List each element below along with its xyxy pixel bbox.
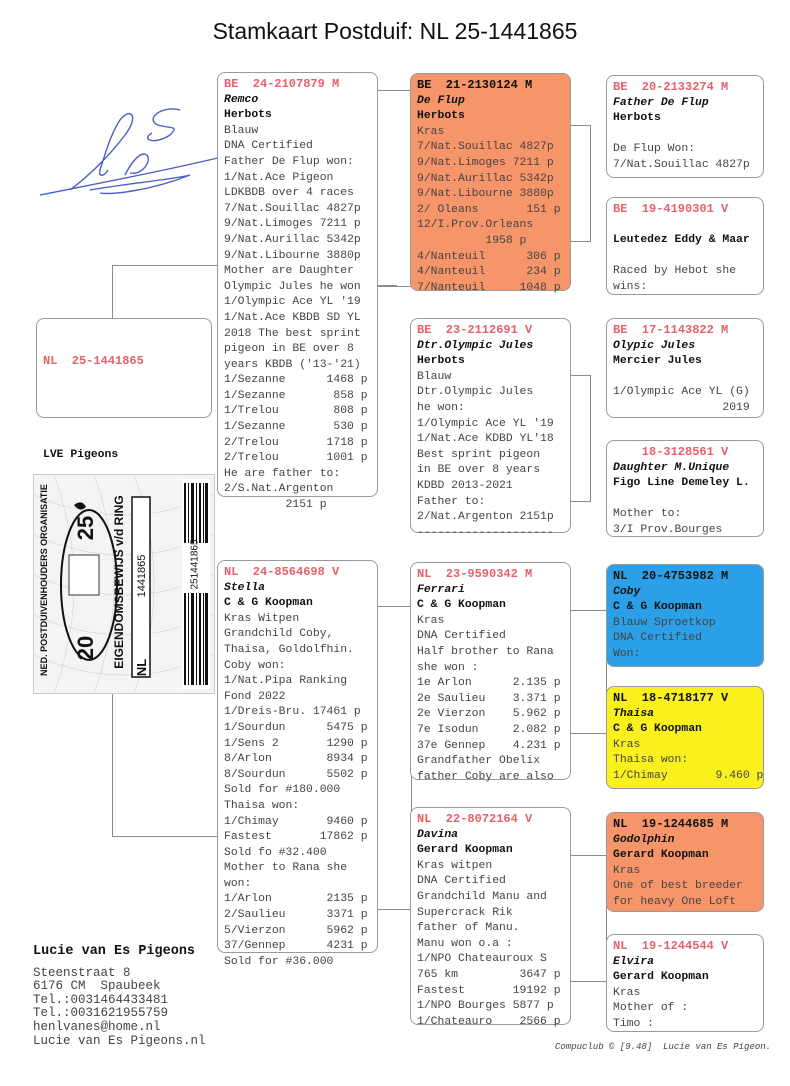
- ring-certificate: [33, 474, 215, 694]
- ring-number: BE 17-1143822 M: [613, 323, 729, 337]
- detail-line: 1958 p: [417, 234, 527, 247]
- detail-line: [613, 127, 763, 143]
- detail-line: Fond 2022: [224, 690, 286, 703]
- detail-line: Thaisa won:: [224, 799, 300, 812]
- detail-line: 1e Arlon 2.135 p: [417, 677, 561, 690]
- detail-line: Mother to Rana she: [224, 862, 348, 875]
- pigeon-card-ff-father[interactable]: [606, 75, 764, 178]
- detail-line: 8/Sourdun 5502 p: [224, 768, 368, 781]
- ring-number: NL 20-4753982 M: [613, 569, 729, 583]
- owner-name: LVE Pigeons: [43, 448, 119, 461]
- detail-line: Blauw: [224, 124, 259, 137]
- detail-line: for heavy One Loft: [613, 895, 737, 908]
- pigeon-card-mother-father[interactable]: [410, 562, 571, 783]
- pigeon-name: Father De Flup: [613, 96, 709, 109]
- detail-line: Thaisa, Goldolfhin.: [224, 643, 354, 656]
- detail-line: 8/Arlon 8934 p: [224, 753, 368, 766]
- ring-number: 18-3128561 V: [613, 445, 729, 459]
- detail-line: Grandchild Coby,: [224, 628, 334, 641]
- pigeon-card-mother[interactable]: [217, 560, 378, 968]
- detail-line: DNA Certified: [417, 630, 506, 643]
- detail-line: Sold for #180.000: [224, 784, 341, 797]
- connector-line: [377, 285, 397, 286]
- pigeon-name: Thaisa: [613, 707, 655, 720]
- detail-line: KDBD 2013-2021: [417, 479, 513, 492]
- detail-line: 1/NPO Chateauroux S: [417, 953, 547, 966]
- owner-name: Mercier Jules: [613, 355, 702, 368]
- connector-line: [377, 90, 412, 287]
- detail-line: 9/Nat.Aurillac 5342p: [224, 233, 361, 246]
- detail-line: 2/Saulieu 3371 p: [224, 909, 368, 922]
- pigeon-name: Godolphin: [613, 833, 675, 846]
- connector-line: [570, 855, 607, 982]
- detail-line: Timo :: [613, 1017, 655, 1030]
- owner-name: C & G Koopman: [613, 601, 702, 614]
- ring-year-right: 25: [73, 515, 99, 541]
- breeder-postcode: 6176 CM Spaubeek: [33, 979, 161, 994]
- pigeon-name: Ferrari: [417, 583, 465, 596]
- detail-line: [613, 370, 763, 386]
- pigeon-name: Olypic Jules: [613, 339, 696, 352]
- detail-line: won:: [224, 877, 252, 890]
- pigeon-name: Coby: [613, 585, 641, 598]
- detail-line: DNA Certified: [613, 632, 702, 645]
- detail-line: 2e Vierzon 5.962 p: [417, 708, 561, 721]
- owner-name: Herbots: [224, 109, 272, 122]
- detail-line: Kras: [613, 864, 641, 877]
- connector-line: [112, 265, 218, 318]
- detail-line: 7/Nanteuil 1048 p: [417, 281, 561, 294]
- detail-line: 765 km 3647 p: [417, 968, 561, 981]
- detail-line: 2/Trelou 1718 p: [224, 436, 368, 449]
- ring-number: BE 23-2112691 V: [417, 323, 533, 337]
- ring-year-left: 20: [73, 635, 99, 661]
- detail-line: 1/Sezanne 530 p: [224, 421, 368, 434]
- detail-line: 7/Nat.Souillac 4827p: [417, 141, 554, 154]
- pigeon-card-mm-father[interactable]: [606, 812, 764, 912]
- detail-line: 1/Nat.Ace KDBD YL'18: [417, 433, 554, 446]
- detail-line: 1/Nat.Ace KBDB SD YL: [224, 311, 361, 324]
- pigeon-name: Elvira: [613, 955, 655, 968]
- detail-line: 2019: [613, 401, 750, 414]
- detail-line: 1/Chateauro 2566 p: [417, 1015, 561, 1028]
- detail-line: 7/Nat.Souillac 4827p: [224, 202, 361, 215]
- detail-line: wins:: [613, 280, 648, 293]
- ring-number: NL 25-1441865: [43, 354, 144, 369]
- detail-line: Kras: [613, 738, 641, 751]
- detail-line: [613, 249, 763, 265]
- signature-image: [30, 95, 230, 205]
- detail-line: Sold for #36.000: [224, 955, 334, 968]
- breeder-website[interactable]: Lucie van Es Pigeons.nl: [33, 1033, 206, 1048]
- detail-line: 1/Trelou 808 p: [224, 405, 368, 418]
- detail-line: 1/Nat.Ace Pigeon: [224, 171, 334, 184]
- detail-line: Won:: [613, 647, 641, 660]
- detail-line: years KBDB ('13-'21): [224, 358, 361, 371]
- ring-number: BE 24-2107879 M: [224, 77, 340, 91]
- owner-name: Gerard Koopman: [613, 971, 709, 984]
- detail-line: Mother to:: [613, 508, 682, 521]
- detail-line: 1/Sezanne 858 p: [224, 389, 368, 402]
- detail-line: Manu won o.a :: [417, 937, 513, 950]
- detail-line: Thaisa won:: [613, 754, 689, 767]
- owner-name: Gerard Koopman: [417, 844, 513, 857]
- ring-number: BE 21-2130124 M: [417, 78, 533, 92]
- detail-line: Sold fo #32.400: [224, 846, 327, 859]
- pigeon-name: Stella: [224, 581, 266, 594]
- detail-line: Grandchild Manu and: [417, 890, 547, 903]
- detail-line: 7e Isodun 2.082 p: [417, 723, 561, 736]
- detail-line: Kras: [613, 986, 641, 999]
- detail-line: 2/Nat.Argenton 2151p: [417, 511, 554, 524]
- owner-name: Herbots: [417, 355, 465, 368]
- detail-line: Olympic Jules he won: [224, 280, 361, 293]
- detail-line: 7/Nat.Souillac 4827p: [613, 158, 750, 171]
- pigeon-card-father-mother[interactable]: [410, 318, 571, 539]
- ring-number: NL 22-8072164 V: [417, 812, 533, 826]
- detail-line: DNA Certified: [224, 140, 313, 153]
- detail-line: 3/I Prov.Bourges: [613, 523, 723, 536]
- detail-line: 12/I.Prov.Orleans: [417, 219, 534, 232]
- detail-line: Father to:: [417, 495, 486, 508]
- detail-line: 1/Sourdun 5475 p: [224, 721, 368, 734]
- owner-name: C & G Koopman: [224, 597, 313, 610]
- owner-name: Figo Line Demeley L.: [613, 477, 750, 490]
- connector-line: [377, 606, 412, 910]
- detail-line: she won :: [417, 661, 479, 674]
- detail-line: 37e Gennep 4.231 p: [417, 739, 561, 752]
- detail-line: Grandfather Obelix: [417, 755, 541, 768]
- detail-line: 1/NPO Bourges 5877 p: [417, 1000, 554, 1013]
- detail-line: pigeon in BE over 8: [224, 343, 354, 356]
- ring-number: NL 19-1244544 V: [613, 939, 729, 953]
- detail-line: 9/Nat.Limoges 7211 p: [224, 218, 361, 231]
- detail-line: 2/S.Nat.Argenton: [224, 483, 334, 496]
- ring-number: BE 19-4190301 V: [613, 202, 729, 216]
- detail-line: father of Manu.: [417, 922, 520, 935]
- owner-name: Gerard Koopman: [613, 849, 709, 862]
- detail-line: Half brother to Rana: [417, 645, 554, 658]
- detail-line: 9/Nat.Libourne 3880p: [417, 188, 554, 201]
- ring-org-text: NED. POSTDUIVENHOUDERS ORGANISATIE: [39, 484, 49, 676]
- pigeon-card-mf-mother[interactable]: [606, 686, 764, 789]
- ring-number: NL 19-1244685 M: [613, 817, 729, 831]
- detail-line: Kras: [417, 125, 445, 138]
- connector-line: [112, 690, 218, 837]
- detail-line: 1/Chimay 9.460 p: [613, 769, 764, 782]
- connector-line: [570, 610, 607, 734]
- pigeon-name: Remco: [224, 93, 259, 106]
- detail-line: 1/Olympic Ace YL (G): [613, 386, 750, 399]
- ring-number: NL 18-4718177 V: [613, 691, 729, 705]
- page-title: Stamkaart Postduif: NL 25-1441865: [212, 18, 578, 44]
- ring-number: NL 23-9590342 M: [417, 567, 533, 581]
- pigeon-card-ff-mother[interactable]: [606, 197, 764, 295]
- detail-line: Mother are Daughter: [224, 265, 354, 278]
- detail-line: 1/Sezanne 1468 p: [224, 374, 368, 387]
- detail-line: 9/Nat.Aurillac 5342p: [417, 172, 554, 185]
- detail-line: He are father to:: [224, 467, 341, 480]
- ring-number: NL 24-8564698 V: [224, 565, 340, 579]
- detail-line: Fastest 17862 p: [224, 831, 368, 844]
- detail-line: DNA Certified: [417, 875, 506, 888]
- detail-line: 9/Nat.Libourne 3880p: [224, 249, 361, 262]
- ring-title-text: EIGENDOMSBEWIJS v/d RING: [112, 495, 126, 669]
- detail-line: 2018 The best sprint: [224, 327, 361, 340]
- owner-name: Leutedez Eddy & Maar: [613, 234, 750, 247]
- software-credit: Compuclub © [9.48] Lucie van Es Pigeon.: [555, 1042, 772, 1052]
- detail-line: Dtr.Olympic Jules: [417, 386, 534, 399]
- ring-number: 1441865: [136, 554, 148, 598]
- detail-line: Fastest 19192 p: [417, 984, 561, 997]
- detail-line: Kras Witpen: [224, 612, 300, 625]
- ring-country: NL: [134, 658, 150, 677]
- breeder-name: Lucie van Es Pigeons: [33, 944, 196, 959]
- pigeon-card-subject[interactable]: [36, 318, 212, 461]
- owner-name: C & G Koopman: [417, 599, 506, 612]
- detail-line: Father De Flup won:: [224, 155, 354, 168]
- detail-line: 4/Nanteuil 306 p: [417, 250, 561, 263]
- pigeon-card-father[interactable]: [217, 72, 378, 512]
- pigeon-card-fm-father[interactable]: [606, 318, 764, 418]
- ring-barcode-number: 251441865: [189, 539, 201, 590]
- detail-line: 1/Olympic Ace YL '19: [417, 417, 554, 430]
- detail-line: Kras: [417, 614, 445, 627]
- detail-line: Best sprint pigeon: [417, 448, 541, 461]
- detail-line: Supercrack Rik: [417, 906, 513, 919]
- breeder-email[interactable]: henlvanes@home.nl: [33, 1019, 161, 1034]
- detail-line: 1/Dreis-Bru. 17461 p: [224, 706, 361, 719]
- detail-line: 37/Gennep 4231 p: [224, 940, 368, 953]
- detail-line: Kras witpen: [417, 859, 493, 872]
- breeder-address: Steenstraat 8: [33, 965, 131, 980]
- pigeon-card-mf-father[interactable]: [606, 564, 764, 667]
- detail-line: 4/Nanteuil 234 p: [417, 266, 561, 279]
- detail-line: Blauw: [417, 370, 452, 383]
- breeder-contact: [33, 945, 206, 1048]
- detail-line: 1/Nat.Pipa Ranking: [224, 675, 348, 688]
- detail-line: Mother of :: [613, 1002, 689, 1015]
- detail-line: 1/Olympic Ace YL '19: [224, 296, 361, 309]
- detail-line: Coby won:: [224, 659, 286, 672]
- detail-line: 2e Saulieu 3.371 p: [417, 692, 561, 705]
- detail-line: he won:: [417, 401, 465, 414]
- detail-line: --------------------: [417, 526, 554, 539]
- pigeon-name: [613, 218, 763, 234]
- detail-line: 2151 p: [224, 499, 327, 512]
- connector-line: [570, 125, 591, 242]
- detail-line: [43, 401, 211, 417]
- detail-line: 1/Chimay 9460 p: [224, 815, 368, 828]
- detail-line: De Flup Won:: [613, 143, 696, 156]
- detail-line: 2/Trelou 1001 p: [224, 452, 368, 465]
- detail-line: 2/ Oleans 151 p: [417, 203, 561, 216]
- detail-line: Blauw Sproetkop: [613, 616, 716, 629]
- owner-name: Herbots: [417, 110, 465, 123]
- detail-line: One of best breeder: [613, 880, 743, 893]
- detail-line: 1/Sens 2 1290 p: [224, 737, 368, 750]
- pigeon-card-father-father[interactable]: [410, 73, 571, 294]
- detail-line: 1/Arlon 2135 p: [224, 893, 368, 906]
- breeder-phone: Tel.:0031621955759: [33, 1006, 169, 1021]
- detail-line: 9/Nat.Limoges 7211 p: [417, 156, 554, 169]
- detail-line: in BE over 8 years: [417, 464, 541, 477]
- owner-name: C & G Koopman: [613, 723, 702, 736]
- pigeon-name: De Flup: [417, 94, 465, 107]
- pigeon-name: Daughter M.Unique: [613, 461, 730, 474]
- pigeon-name: Davina: [417, 828, 459, 841]
- ring-number: BE 20-2133274 M: [613, 80, 729, 94]
- pigeon-card-fm-mother[interactable]: [606, 440, 764, 537]
- pigeon-card-mother-mother[interactable]: [410, 807, 571, 1028]
- connector-line: [570, 375, 591, 502]
- owner-name: Herbots: [613, 112, 661, 125]
- pigeon-card-mm-mother[interactable]: [606, 934, 764, 1032]
- detail-line: LDKBDB over 4 races: [224, 187, 354, 200]
- pigeon-name: Dtr.Olympic Jules: [417, 339, 534, 352]
- detail-line: Raced by Hebot she: [613, 265, 737, 278]
- breeder-phone: Tel.:0031464433481: [33, 992, 169, 1007]
- detail-line: father Coby are also: [417, 770, 554, 783]
- detail-line: [613, 492, 763, 508]
- detail-line: 5/Vierzon 5962 p: [224, 924, 368, 937]
